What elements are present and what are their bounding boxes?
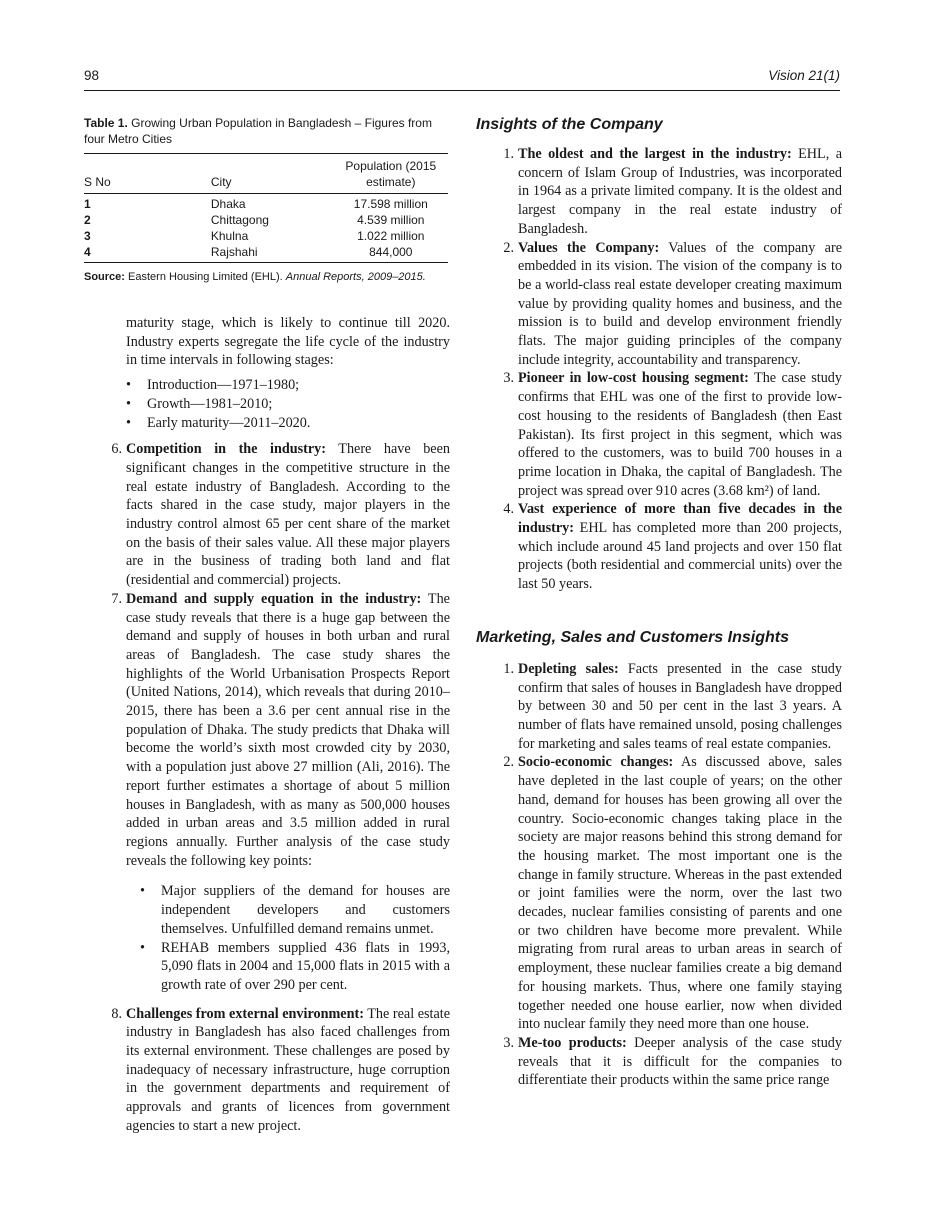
item-paragraph (518, 239, 842, 370)
item-number: 2. (503, 239, 514, 256)
col-header-population: Population (2015 estimate) (334, 154, 448, 194)
list-item (476, 145, 842, 239)
list-item: • Early maturity—2011–2020. (126, 414, 450, 433)
table-caption-text: Growing Urban Population in Bangladesh – Figures from four Metro Cities (84, 116, 432, 146)
table-source (84, 270, 450, 284)
item-paragraph (518, 500, 842, 594)
cell-sno: 1 (84, 197, 91, 211)
numbered-list-company (476, 145, 842, 594)
source-text: Eastern Housing Limited (EHL). (128, 271, 283, 283)
table-header-row (84, 154, 448, 194)
item-paragraph (518, 145, 842, 239)
item-number: 4. (503, 501, 514, 518)
table-row (84, 228, 448, 244)
item-paragraph (518, 660, 842, 754)
cell-city: Dhaka (210, 197, 246, 211)
list-item: • REHAB members supplied 436 flats in 1993, 5,090 flats in 2004 and 15,000 flats in 2015 with a growth rate of over 290 per cent. (140, 939, 450, 995)
list-item (476, 500, 842, 594)
cell-population: 17.598 million (353, 197, 428, 211)
stage-list (126, 376, 450, 432)
item-number: 6. (111, 441, 122, 458)
item-lead: Values the Company: (518, 239, 660, 256)
key-points-list (140, 882, 450, 994)
source-italic: Annual Reports, 2009–2015. (285, 271, 426, 283)
list-item (476, 239, 842, 370)
item-text: EHL, a concern of Islam Group of Industries, was incorporated in 1964 as a private limited company. It is the oldest and largest company in the real estate industry of Bangladesh. (518, 146, 842, 237)
cell-city: Rajshahi (211, 244, 334, 263)
cell-sno: 3 (84, 229, 91, 243)
list-item: • Introduction—1971–1980; (126, 376, 450, 395)
section-heading-company: Insights of the Company (476, 116, 663, 133)
item-paragraph (126, 440, 450, 590)
item-lead: Pioneer in low-cost housing segment: (518, 370, 749, 387)
item-number: 1. (503, 146, 514, 162)
table-row (84, 194, 448, 213)
item-lead: The oldest and the largest in the industry: (518, 146, 792, 162)
table-label: Table 1. (84, 116, 128, 130)
table-caption (84, 115, 450, 147)
item-number: 7. (111, 590, 122, 607)
item-lead: Me-too products: (518, 1034, 627, 1051)
journal-name: Vision 21(1) (768, 68, 840, 83)
item-lead: Socio-economic changes: (518, 754, 674, 771)
table-row (84, 244, 448, 263)
list-item (84, 1005, 450, 1136)
list-item (476, 660, 842, 754)
item-paragraph (126, 590, 450, 871)
list-item (84, 590, 450, 871)
continuation-paragraph: maturity stage, which is likely to continue till 2020. Industry experts segregate the life cycle of the industry in time intervals in following stages: (126, 315, 450, 369)
header-rule (84, 90, 840, 91)
item-text: The case study confirms that EHL was one of the first to provide low-cost housing to the residents of Bangladesh (then East Pakistan). Its first project in this segment, which was offered to the customers, was to build 700 houses in a prime location in Dhaka, the capital of Bangladesh. The project was spread over 910 acres (3.68 km²) of land. (518, 370, 842, 499)
right-column (476, 115, 842, 1090)
list-item: • Major suppliers of the demand for houses are independent developers and customers themselves. Unfulfilled demand remains unmet. (140, 882, 450, 938)
item-number: 3. (503, 1034, 514, 1051)
item-text: The real estate industry in Bangladesh has also faced challenges from its external environment. These challenges are posed by inadequacy of necessary infrastructure, huge corruption in the government departments and requirement of approvals and grants of licences from government agencies to start a new project. (126, 1005, 450, 1134)
numbered-list-marketing (476, 660, 842, 1090)
cell-population: 1.022 million (357, 229, 425, 243)
numbered-list-left (84, 440, 450, 870)
list-item (476, 1034, 842, 1090)
item-text: Values of the company are embedded in its vision. The vision of the company is to be a world-class real estate developer creating maximum value by providing quality homes and business, and the mission is to build and develop environment friendly flats. The major guiding principles of the company include integrity, accountability and transparency. (518, 239, 842, 368)
list-item (476, 369, 842, 500)
cell-city: Khulna (210, 229, 249, 243)
item-number: 1. (503, 660, 514, 677)
col-header-sno: S No (84, 154, 211, 194)
list-item (476, 753, 842, 1034)
section-heading-marketing: Marketing, Sales and Customers Insights (476, 628, 789, 646)
left-column (84, 115, 450, 1136)
item-lead: Depleting sales: (518, 660, 619, 677)
list-item: • Growth—1981–2010; (126, 395, 450, 414)
item-paragraph (518, 753, 842, 1034)
item-text: Deeper analysis of the case study reveals that it is difficult for the companies to differentiate their products within the same price range (518, 1034, 842, 1089)
item-lead: Challenges from external environment: (126, 1005, 364, 1022)
cell-population: 844,000 (334, 244, 448, 263)
page-number: 98 (84, 68, 100, 83)
source-label: Source: (84, 271, 125, 283)
cell-sno: 4 (84, 244, 211, 263)
col-header-city: City (211, 154, 334, 194)
table-row (84, 212, 448, 228)
item-number: 2. (503, 754, 514, 771)
table-block (84, 115, 450, 284)
item-text: As discussed above, sales have depleted in the last couple of years; on the other hand, demand for houses has been growing all over the country. Socio-economic changes taking place in the society are major reasons behind this strong demand for the housing market. The most important one is the change in family structure. Whereas in the past extended or joint families were the norm, over the last two decades, nuclear families consisting of parents and one or two children have become more prevalent. While migrating from rural areas to urban areas in search of employment, these nuclear families create a big demand for housing markets. Thus, where one family staying together needed one house earlier, now when divided into nuclear family they need more than one house. (518, 754, 842, 1033)
item-text: The case study reveals that there is a huge gap between the demand and supply of houses in both urban and rural areas of Bangladesh. The case study shares the highlights of the World Urbanisation Prospects Report (United Nations, 2014), which reveals that during 2010–2015, there has been a 3.6 per cent annual rise in the population of Dhaka. The study predicts that Dhaka will become the world’s sixth most crowded city by 2030, with a population just above 27 million (Ali, 2016). The report further estimates a shortage of about 5 million houses in Bangladesh, with as many as 500,000 houses added in urban areas and 3.5 million added in rural regions annually. Further analysis of the case study reveals the following key points: (126, 590, 450, 869)
item-number: 3. (503, 370, 514, 387)
cell-city: Chittagong (210, 213, 269, 227)
item-lead: Vast experience of more than five decades in the industry: (518, 501, 842, 537)
item-number: 8. (111, 1005, 122, 1022)
list-item (84, 440, 450, 590)
numbered-list-left-cont (84, 1005, 450, 1136)
cell-sno: 2 (84, 213, 91, 227)
item-lead: Competition in the industry: (126, 441, 326, 458)
item-text: EHL has completed more than 200 projects, which include around 45 land projects and over 150 flat projects (both residential and commercial units) over the last 50 years. (518, 520, 842, 593)
cell-population: 4.539 million (357, 213, 425, 227)
item-paragraph (126, 1005, 450, 1136)
population-table (84, 153, 448, 263)
item-lead: Demand and supply equation in the industry: (126, 590, 422, 607)
item-paragraph (518, 369, 842, 500)
item-text: Facts presented in the case study confirm that sales of houses in Bangladesh have dropped by between 30 and 50 per cent in the last 3 years. A number of flats have remained unsold, posing challenges for marketing and sales teams of real estate companies. (518, 660, 842, 752)
item-text: There have been significant changes in the competitive structure in the real estate industry of Bangladesh. According to the facts shared in the case study, major players in the industry control almost 65 per cent share of the market on the basis of their sales value. All these major players are in the business of trading both land and flat (residential and commercial) projects. (126, 441, 450, 589)
item-paragraph (518, 1034, 842, 1090)
